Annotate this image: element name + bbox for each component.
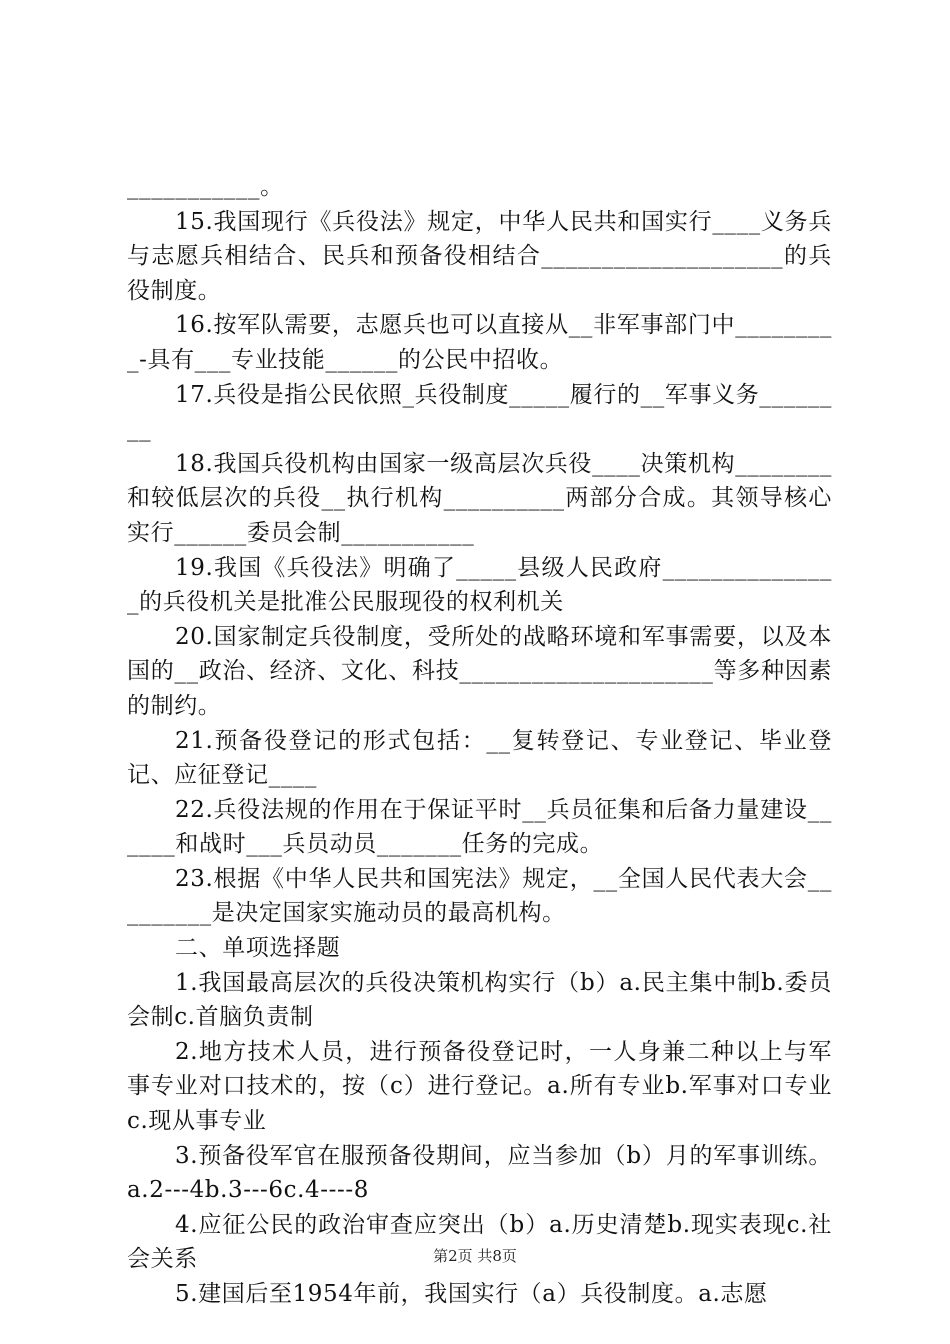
paragraph-q16: 16.按军队需要，志愿兵也可以直接从__非军事部门中_________-具有___专业技能______的公民中招收。 bbox=[127, 312, 832, 373]
document-body bbox=[127, 170, 832, 1312]
paragraph-choice-5: 5.建国后至1954年前，我国实行（a）兵役制度。a.志愿 bbox=[175, 1281, 768, 1307]
paragraph-q22: 22.兵役法规的作用在于保证平时__兵员征集和后备力量建设______和战时___兵员动员_______任务的完成。 bbox=[127, 796, 832, 858]
section-heading: 二、单项选择题 bbox=[175, 935, 341, 962]
paragraph-choice-3: 3.预备役军官在服预备役期间，应当参加（b）月的军事训练。a.2---4b.3---6c.4----8 bbox=[127, 1142, 832, 1204]
paragraph-choice-4: 4.应征公民的政治审查应突出（b）a.历史清楚b.现实表现c.社会关系 bbox=[127, 1211, 832, 1273]
paragraph-q17: 17.兵役是指公民依照_兵役制度_____履行的__军事义务________ bbox=[127, 381, 832, 443]
paragraph-choice-1: 1.我国最高层次的兵役决策机构实行（b）a.民主集中制b.委员会制c.首脑负责制 bbox=[127, 969, 832, 1031]
paragraph-q18: 18.我国兵役机构由国家一级高层次兵役____决策机构________和较低层次的兵役__执行机构__________两部分合成。其领导核心实行______委员会制___________ bbox=[127, 450, 832, 546]
paragraph-q15: 15.我国现行《兵役法》规定，中华人民共和国实行____义务兵与志愿兵相结合、民兵和预备役相结合____________________的兵役制度。 bbox=[127, 208, 832, 304]
page-footer: 第2页 共8页 bbox=[433, 1247, 517, 1265]
paragraph-q21: 21.预备役登记的形式包括：__复转登记、专业登记、毕业登记、应征登记____ bbox=[127, 727, 832, 789]
paragraph-q20: 20.国家制定兵役制度，受所处的战略环境和军事需要，以及本国的__政治、经济、文化、科技_____________________等多种因素的制约。 bbox=[127, 623, 832, 719]
paragraph-q19: 19.我国《兵役法》明确了_____县级人民政府_______________的兵役机关是批准公民服现役的权利机关 bbox=[127, 554, 832, 616]
paragraph-choice-2: 2.地方技术人员，进行预备役登记时，一人身兼二种以上与军事专业对口技术的，按（c）进行登记。a.所有专业b.军事对口专业c.现从事专业 bbox=[127, 1038, 832, 1135]
paragraph-q23: 23.根据《中华人民共和国宪法》规定，__全国人民代表大会_________是决定国家实施动员的最高机构。 bbox=[127, 865, 832, 927]
paragraph-continuation: ___________。 bbox=[127, 174, 284, 200]
